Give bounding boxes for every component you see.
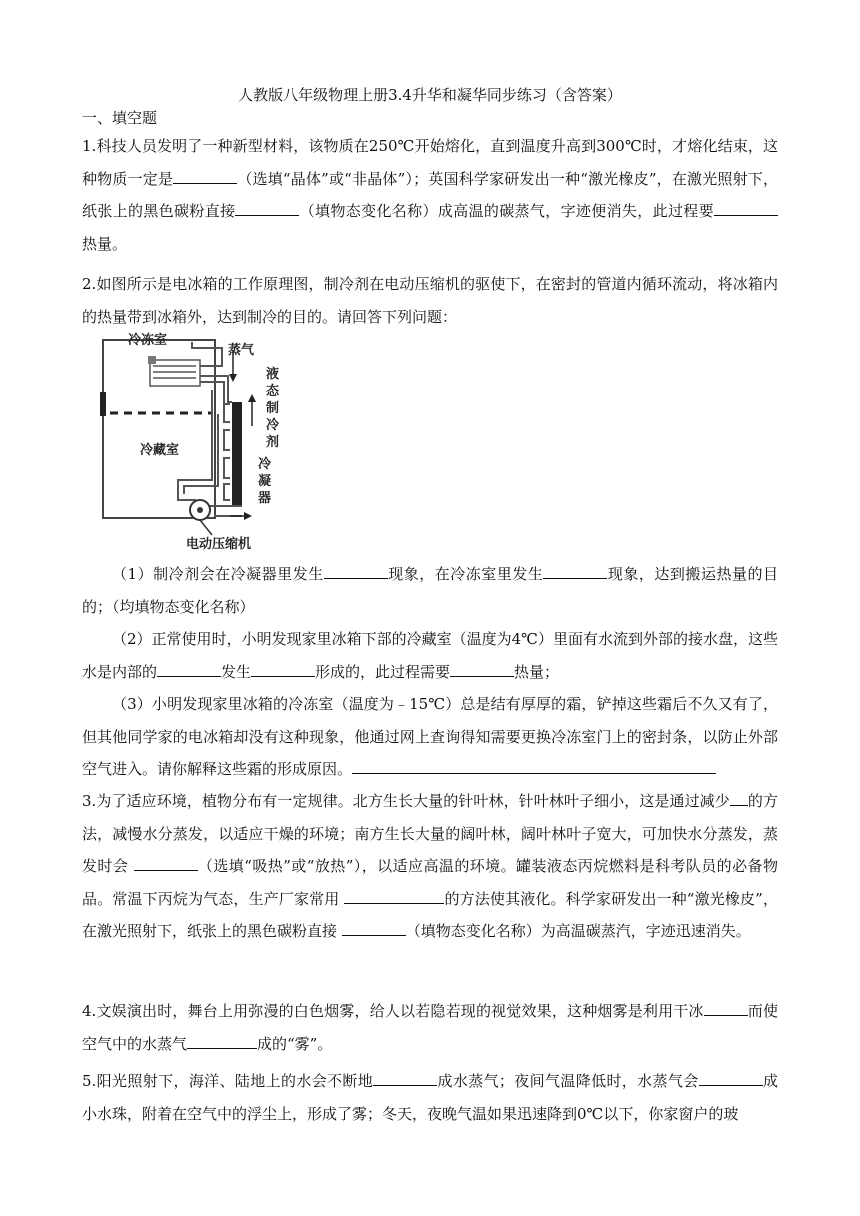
answer-blank[interactable] [342, 919, 406, 936]
question-5 [82, 1065, 778, 1130]
q1-text-c: （填物态变化名称）成高温的碳蒸气，字迹便消失，此过程要 [299, 202, 714, 220]
door-handle [100, 392, 106, 416]
answer-blank[interactable] [134, 854, 198, 871]
answer-blank[interactable] [543, 562, 607, 579]
question-2-part-2 [82, 623, 778, 688]
q2-2-text-c: 形成的，此过程需要 [315, 662, 451, 681]
answer-blank[interactable] [173, 167, 237, 184]
answer-blank[interactable] [187, 1032, 257, 1049]
section-heading: 一、填空题 [82, 109, 158, 127]
condenser-label: 器 [258, 491, 272, 506]
answer-blank[interactable] [157, 660, 221, 677]
condenser-bar [232, 402, 242, 506]
q3-text-d: 的方法使其液化。科学家研发出一种“激光橡皮”，在激光照射下，纸张上的黑色碳粉直接 [82, 889, 778, 940]
question-4 [82, 995, 778, 1060]
answer-blank[interactable] [450, 660, 514, 677]
condenser-label: 冷 [258, 457, 272, 472]
question-2-part-3 [82, 688, 778, 786]
liquid-refrigerant-label: 冷 [266, 418, 280, 433]
q3-text-c: （选填“吸热”或“放热”），以适应高温的环境。罐装液态丙烷燃料是科考队员的必备物品。常温下丙烷为气态，生产厂家常用 [82, 857, 778, 908]
q2-2-text-d: 热量； [514, 662, 560, 681]
q3-text-b: 的方法，减慢水分蒸发，以适应干燥的环境；南方生长大量的阔叶林，阔叶林叶子宽大，可加快水分蒸发，蒸发时会 [82, 792, 778, 875]
document-title: 人教版八年级物理上册3.4升华和凝华同步练习（含答案） [238, 86, 622, 104]
q2-1-text-b: 现象，在冷冻室里发生 [387, 565, 544, 583]
q2-1-text-c: 现象，达到搬运热量的目的；（均填物态变化名称） [82, 565, 778, 616]
q2-3-text-a: （3）小明发现家里冰箱的冷冻室（温度为﹣15℃）总是结有厚厚的霜，铲掉这些霜后不久又有了，但其他同学家的电冰箱却没有这种现象，他通过网上查询得知需要更换冷冻室门上的密封条，以防止外部空气进入。请你解释这些霜的形成原因。 [82, 695, 778, 778]
refrigerator-diagram [100, 330, 310, 552]
q1-text-b: （选填“晶体”或“非晶体”）；英国科学家研发出一种“激光橡皮”，在激光照射下，纸张上的黑色碳粉直接 [82, 169, 778, 220]
q2-2-text-b: 发生 [221, 662, 252, 681]
q5-text-c: 成小水珠，附着在空气中的浮尘上，形成了雾；冬天，夜晚气温如果迅速降到0℃以下，你家窗户的玻 [82, 1072, 778, 1123]
question-1 [82, 130, 778, 260]
answer-blank[interactable] [373, 1069, 437, 1086]
q5-text-a: 5.阳光照射下，海洋、陆地上的水会不断地 [82, 1072, 374, 1090]
q2-1-text-a: （1）制冷剂会在冷凝器里发生 [112, 565, 324, 583]
answer-blank[interactable] [699, 1069, 763, 1086]
question-3 [82, 785, 778, 948]
question-2-part-1 [82, 558, 778, 623]
answer-blank[interactable] [352, 757, 716, 774]
liquid-refrigerant-label: 态 [266, 384, 280, 399]
q3-text-e: （填物态变化名称）为高温碳蒸汽，字迹迅速消失。 [405, 922, 751, 940]
pipe [192, 342, 222, 366]
vapor-label: 蒸气 [228, 343, 255, 358]
q4-text-a: 4.文娱演出时，舞台上用弥漫的白色烟雾，给人以若隐若现的视觉效果，这种烟雾是利用干冰 [82, 1002, 704, 1020]
condenser-label: 凝 [258, 474, 272, 489]
answer-blank[interactable] [324, 562, 388, 579]
q2-2-text-a: （2）正常使用时，小明发现家里冰箱下部的冷藏室（温度为4℃）里面有水流到外部的接水盘，这些水是内部的 [82, 630, 778, 681]
q1-text-a: 1.科技人员发明了一种新型材料，该物质在250℃开始熔化，直到温度升高到300℃时，才熔化结束，这种物质一定是 [82, 137, 778, 188]
q5-text-b: 成水蒸气；夜间气温降低时，水蒸气会 [437, 1072, 699, 1090]
answer-blank[interactable] [730, 789, 748, 806]
question-2-intro: 2.如图所示是电冰箱的工作原理图，制冷剂在电动压缩机的驱使下，在密封的管道内循环流动，将冰箱内的热量带到冰箱外，达到制冷的目的。请回答下列问题： [82, 275, 778, 326]
answer-blank[interactable] [704, 999, 748, 1016]
q3-text-a: 3.为了适应环境，植物分布有一定规律。北方生长大量的针叶林，针叶林叶子细小，这是通过减少 [82, 792, 730, 810]
fridge-compartment-label: 冷藏室 [140, 443, 180, 458]
liquid-refrigerant-label: 剂 [266, 435, 280, 450]
q4-text-c: 成的“雾”。 [257, 1034, 333, 1053]
answer-blank[interactable] [251, 660, 315, 677]
answer-blank[interactable] [714, 199, 778, 216]
freezer-coil [150, 360, 200, 386]
compressor-label: 电动压缩机 [186, 537, 252, 552]
answer-blank[interactable] [235, 199, 299, 216]
answer-blank[interactable] [344, 887, 444, 904]
q1-text-d: 热量。 [82, 234, 128, 253]
freezer-label: 冷冻室 [128, 333, 168, 348]
liquid-refrigerant-label: 制 [266, 401, 280, 416]
q4-text-b: 而使空气中的水蒸气 [82, 1002, 778, 1053]
liquid-refrigerant-label: 液 [266, 367, 280, 382]
